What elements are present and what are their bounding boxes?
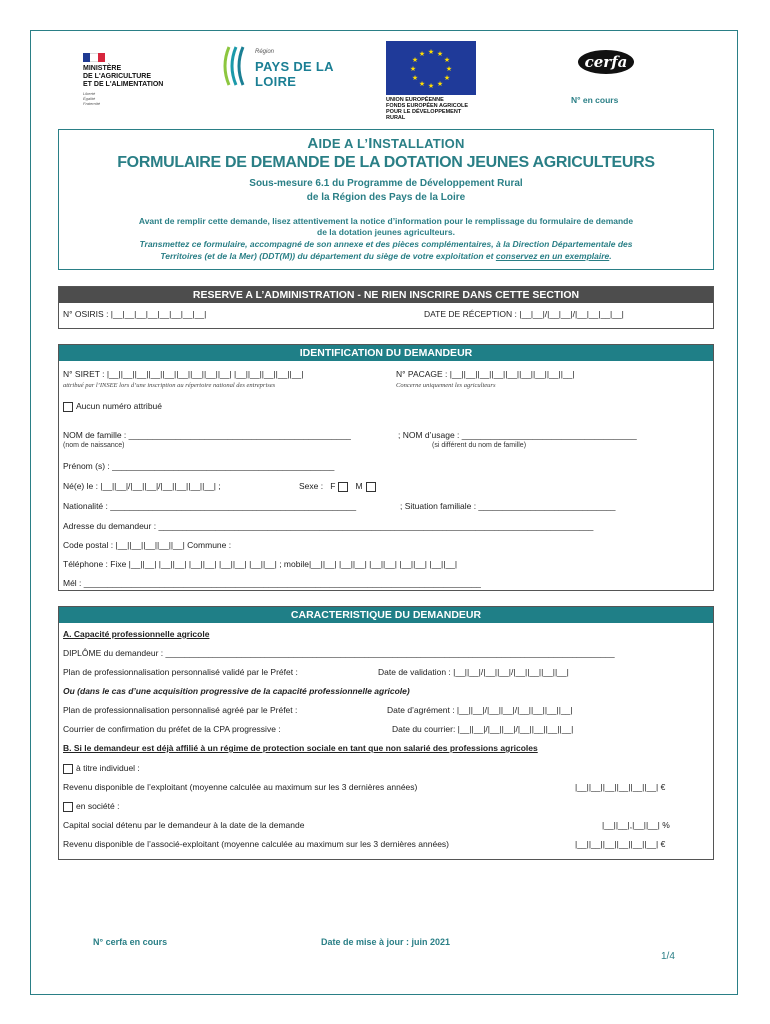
svg-text:★: ★ <box>418 80 426 88</box>
nom-famille-note: (nom de naissance) <box>63 442 125 449</box>
nationalite-field[interactable]: Nationalité : ____________________________________________________ <box>63 501 357 511</box>
nom-usage-field[interactable]: ; NOM d’usage : _____________________________________ <box>398 430 637 440</box>
svg-text:★: ★ <box>443 56 451 64</box>
cerfa-logo: cerfa <box>577 49 635 75</box>
naissance-field[interactable]: Né(e) le : |__||__|/|__||__|/|__||__||__||__| ; <box>63 481 221 491</box>
code-postal-field[interactable]: Code postal : |__||__||__||__||__| Commune : <box>63 540 232 550</box>
en-societe-checkbox[interactable] <box>63 802 73 812</box>
eu-flag-icon <box>386 41 476 95</box>
sexe-f-checkbox[interactable] <box>338 482 348 492</box>
titre-individuel-option[interactable]: à titre individuel : <box>63 763 140 774</box>
protection-sociale-title: B. Si le demandeur est déjà affilié à un régime de protection sociale en tant que non salarié des professions agricoles <box>63 743 538 753</box>
admin-section <box>58 286 714 329</box>
date-validation-field[interactable]: Date de validation : |__||__|/|__||__|/|__||__||__||__| <box>378 667 569 677</box>
nom-usage-note: (si différent du nom de famille) <box>432 442 527 449</box>
ministere-logo: MINISTÈRE DE L'AGRICULTURE ET DE L'ALIMENTATION Liberté Égalité Fraternité <box>83 53 163 106</box>
osiris-field[interactable]: N° OSIRIS : |__|__|__|__|__|__|__|__| <box>63 309 207 319</box>
svg-text:★: ★ <box>411 74 419 82</box>
region-arcs-icon <box>223 43 253 89</box>
sous-mesure: Sous-mesure 6.1 du Programme de Développement Rural <box>249 178 523 189</box>
title-box <box>58 129 714 270</box>
siret-field[interactable]: N° SIRET : |__||__||__||__||__||__||__||__||__| |__||__||__||__||__| <box>63 369 304 379</box>
date-courrier-field[interactable]: Date du courrier: |__||__|/|__||__|/|__||__||__||__| <box>392 724 574 734</box>
pacage-note: Concerne uniquement les agriculteurs <box>396 382 496 389</box>
identification-heading: IDENTIFICATION DU DEMANDEUR <box>59 345 713 361</box>
svg-text:★: ★ <box>436 80 444 88</box>
capital-field[interactable]: |__||__|,|__||__| % <box>602 820 670 830</box>
capital-label: Capital social détenu par le demandeur à la date de la demande <box>63 820 305 830</box>
numero-en-cours: N° en cours <box>571 95 619 105</box>
svg-text:★: ★ <box>443 74 451 82</box>
transmit-instruction: Transmettez ce formulaire, accompagné de son annexe et des pièces complémentaires, à la Direction Départementale des Territoires (et de la Mer) (DDT(M)) du département du siège de votre exploitation et conservez en un exemplaire. <box>139 239 633 261</box>
diplome-field[interactable]: DIPLÔME du demandeur : _______________________________________________________________________________________________ <box>63 648 615 658</box>
svg-text:★: ★ <box>427 48 435 56</box>
telephone-field[interactable]: Téléphone : Fixe |__||__| |__||__| |__||__| |__||__| |__||__| ; mobile|__||__| |__||__| |__||__| |__||__| |__||__| <box>63 559 458 569</box>
titre-individuel-checkbox[interactable] <box>63 764 73 774</box>
nom-famille-field[interactable]: NOM de famille : _______________________________________________ <box>63 430 351 440</box>
page-number: 1/4 <box>661 951 675 962</box>
footer-cerfa: N° cerfa en cours <box>93 937 168 947</box>
svg-text:★: ★ <box>427 82 435 90</box>
revenu-exploitant-label: Revenu disponible de l’exploitant (moyenne calculée au maximum sur les 3 dernières années) <box>63 782 418 792</box>
region-label: Région <box>255 49 275 55</box>
capacite-title: A. Capacité professionnelle agricole <box>63 629 210 639</box>
french-flag-icon <box>83 53 105 62</box>
svg-text:★: ★ <box>411 56 419 64</box>
sexe-m-checkbox[interactable] <box>366 482 376 492</box>
region-name: PAYS DE LA LOIRE <box>255 59 334 89</box>
aucun-numero-checkbox[interactable] <box>63 402 73 412</box>
revenu-associe-field[interactable]: |__||__||__||__||__||__| € <box>575 839 666 849</box>
region-logo <box>223 43 363 93</box>
caracteristique-section <box>58 606 714 860</box>
region-subtitle: de la Région des Pays de la Loire <box>306 192 466 203</box>
form-title: FORMULAIRE DE DEMANDE DE LA DOTATION JEUNES AGRICULTEURS <box>117 154 655 171</box>
svg-text:★: ★ <box>436 50 444 58</box>
svg-text:★: ★ <box>418 50 426 58</box>
title-aide-installation: AIDE A L’INSTALLATION <box>307 135 465 152</box>
adresse-field[interactable]: Adresse du demandeur : ____________________________________________________________________________________________ <box>63 521 594 531</box>
svg-text:★: ★ <box>445 65 453 73</box>
revenu-associe-label: Revenu disponible de l’associé-exploitant (moyenne calculée au maximum sur les 3 dernières années) <box>63 839 450 849</box>
prenom-field[interactable]: Prénom (s) : _______________________________________________ <box>63 461 335 471</box>
situation-familiale-field[interactable]: ; Situation familiale : _____________________________ <box>400 501 616 511</box>
ppp-agree-label: Plan de professionnalisation personnalisé agréé par le Préfet : <box>63 705 298 715</box>
svg-text:★: ★ <box>409 65 417 73</box>
siret-note: attribué par l’INSEE lors d’une inscription au répertoire national des entreprises <box>63 382 276 389</box>
ppp-valide-label: Plan de professionnalisation personnalisé validé par le Préfet : <box>63 667 298 677</box>
mel-field[interactable]: Mél : ____________________________________________________________________________________ <box>63 578 481 588</box>
aucun-numero-option[interactable]: Aucun numéro attribué <box>63 401 162 412</box>
pacage-field[interactable]: N° PACAGE : |__||__||__||__||__||__||__||__||__| <box>396 369 575 379</box>
courrier-label: Courrier de confirmation du préfet de la CPA progressive : <box>63 724 281 734</box>
footer-date-maj: Date de mise à jour : juin 2021 <box>321 937 451 947</box>
form-page <box>30 30 738 995</box>
notice-instruction: Avant de remplir cette demande, lisez attentivement la notice d’information pour le remplissage du formulaire de demande de la dotation jeunes agriculteurs. <box>138 216 634 237</box>
identification-section <box>58 344 714 591</box>
ou-progressive-text: Ou (dans le cas d’une acquisition progressive de la capacité professionnelle agricole) <box>63 686 410 696</box>
revenu-exploitant-field[interactable]: |__||__||__||__||__||__| € <box>575 782 666 792</box>
date-agrement-field[interactable]: Date d’agrément : |__||__|/|__||__|/|__||__||__||__| <box>387 705 573 715</box>
eu-logo: ★ ★ ★ ★ ★ ★ ★ ★ ★ ★ ★ ★ UNION EUROPÉENNE FONDS EUROPÉEN AGRICOLE POUR LE DÉVELOPPEMENT RURAL <box>386 41 480 121</box>
sexe-field: Sexe : F M <box>299 481 376 492</box>
en-societe-option[interactable]: en société : <box>63 801 119 812</box>
admin-heading: RESERVE A L’ADMINISTRATION - NE RIEN INSCRIRE DANS CETTE SECTION <box>59 287 713 303</box>
caracteristique-heading: CARACTERISTIQUE DU DEMANDEUR <box>59 607 713 623</box>
date-reception-field[interactable]: DATE DE RÉCEPTION : |__|__|/|__|__|/|__|__|__|__| <box>424 309 624 319</box>
